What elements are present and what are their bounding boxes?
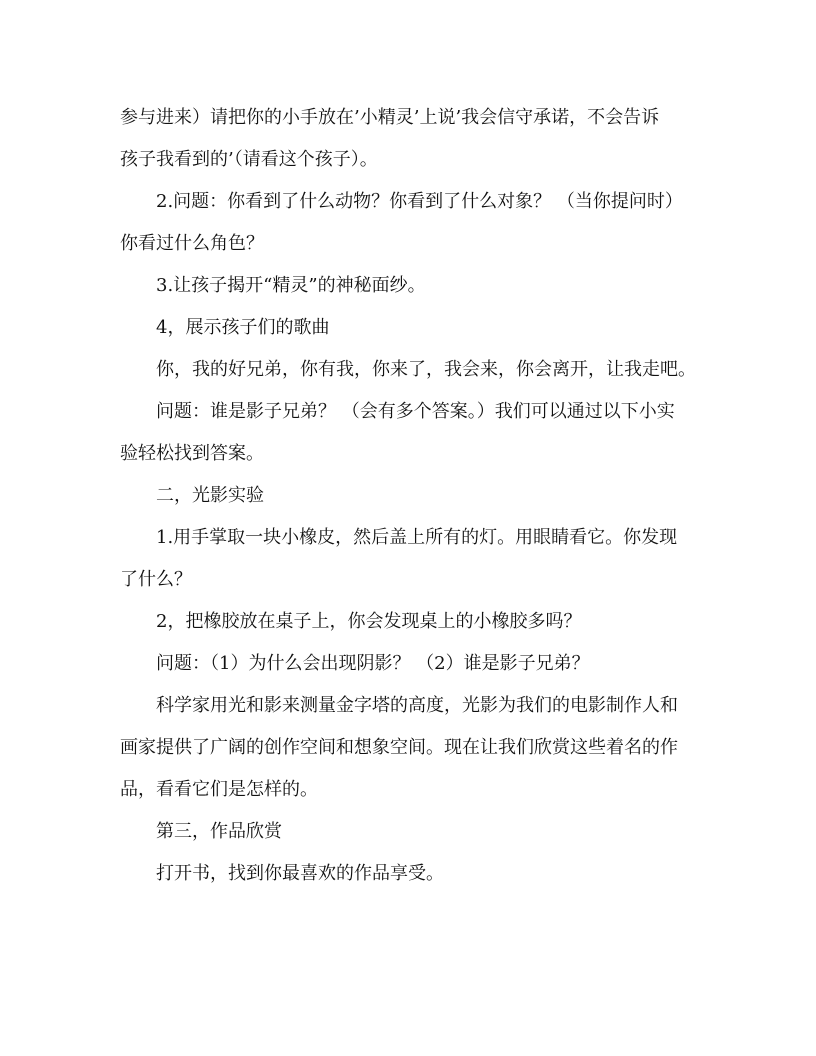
paragraph-line: 品，看看它们是怎样的。 [120, 779, 318, 800]
paragraph-line: 孩子我看到的’（请看这个孩子）。 [120, 149, 378, 170]
paragraph-line: 2.问题：你看到了什么动物？你看到了什么对象？ （当你提问时） [156, 191, 683, 212]
paragraph-line: 1.用手掌取一块小橡皮，然后盖上所有的灯。用眼睛看它。你发现 [156, 527, 678, 548]
paragraph-line: 2，把橡胶放在桌子上，你会发现桌上的小橡胶多吗？ [156, 611, 582, 632]
paragraph-line: 参与进来）请把你的小手放在’小精灵’上说’我会信守承诺，不会告诉 [120, 107, 660, 128]
paragraph-line: 了什么？ [120, 569, 192, 590]
paragraph-line: 你，我的好兄弟，你有我，你来了，我会来，你会离开，让我走吧。 [156, 359, 696, 380]
paragraph-line: 问题：谁是影子兄弟？ （会有多个答案。）我们可以通过以下小实 [156, 401, 675, 422]
paragraph-line: 3.让孩子揭开“精灵”的神秘面纱。 [156, 275, 426, 296]
paragraph-line: 问题：（1）为什么会出现阴影？ （2）谁是影子兄弟？ [156, 653, 590, 674]
paragraph-line: 画家提供了广阔的创作空间和想象空间。现在让我们欣赏这些着名的作 [120, 737, 678, 758]
section-heading: 二，光影实验 [156, 485, 264, 506]
paragraph-line: 打开书，找到你最喜欢的作品享受。 [156, 863, 444, 884]
paragraph-line: 科学家用光和影来测量金字塔的高度，光影为我们的电影制作人和 [156, 695, 678, 716]
section-heading: 第三，作品欣赏 [156, 821, 282, 842]
paragraph-line: 你看过什么角色？ [120, 233, 264, 254]
paragraph-line: 4，展示孩子们的歌曲 [156, 317, 330, 338]
paragraph-line: 验轻松找到答案。 [120, 443, 264, 464]
